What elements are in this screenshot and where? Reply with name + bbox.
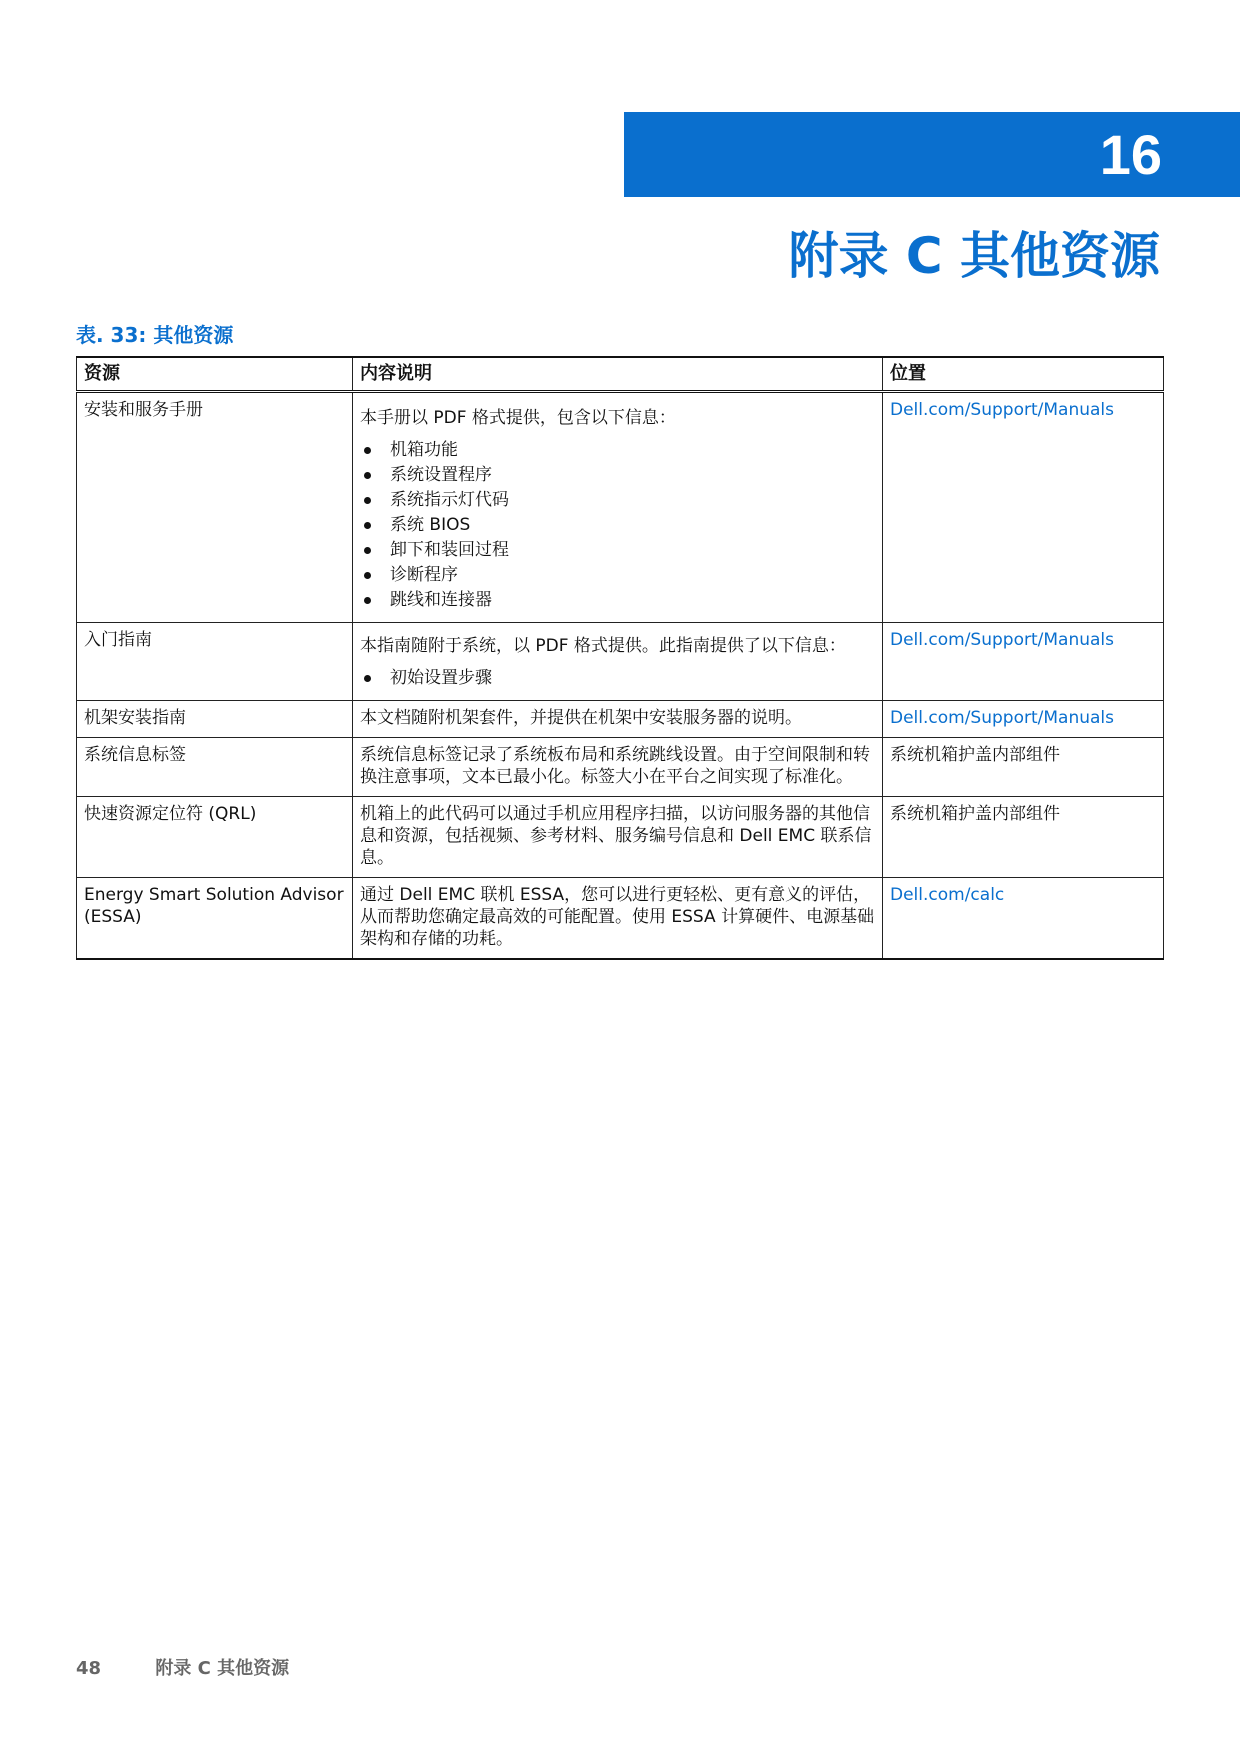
list-item: 诊断程序 (360, 564, 875, 586)
table-row (77, 701, 1164, 738)
list-item: 系统指示灯代码 (360, 489, 875, 511)
description-cell: 通过 Dell EMC 联机 ESSA，您可以进行更轻松、更有意义的评估，从而帮助您确定最高效的可能配置。使用 ESSA 计算硬件、电源基础架构和存储的功耗。 (353, 878, 883, 960)
location-cell: 系统机箱护盖内部组件 (883, 738, 1164, 797)
page-footer (76, 1654, 289, 1680)
header-location: 位置 (883, 357, 1164, 392)
table-row (77, 738, 1164, 797)
resources-table (76, 356, 1164, 960)
page-number: 48 (76, 1658, 102, 1679)
location-cell (883, 878, 1164, 960)
list-item: 跳线和连接器 (360, 589, 875, 611)
table-row (77, 392, 1164, 623)
list-item: 系统设置程序 (360, 464, 875, 486)
list-item: 系统 BIOS (360, 514, 875, 536)
location-cell (883, 623, 1164, 701)
list-item: 卸下和装回过程 (360, 539, 875, 561)
description-cell: 机箱上的此代码可以通过手机应用程序扫描，以访问服务器的其他信息和资源，包括视频、参考材料、服务编号信息和 Dell EMC 联系信息。 (353, 797, 883, 878)
location-cell (883, 392, 1164, 623)
list-item: 初始设置步骤 (360, 667, 875, 689)
resource-cell: Energy Smart Solution Advisor (ESSA) (77, 878, 353, 960)
table-row (77, 623, 1164, 701)
header-description: 内容说明 (353, 357, 883, 392)
header-resource: 资源 (77, 357, 353, 392)
bullet-list (360, 667, 875, 689)
chapter-number: 16 (1099, 123, 1162, 186)
description-text: 本指南随附于系统，以 PDF 格式提供。此指南提供了以下信息： (360, 636, 846, 656)
resource-cell: 安装和服务手册 (77, 392, 353, 623)
table-caption: 表. 33: 其他资源 (76, 323, 234, 347)
location-link[interactable]: Dell.com/Support/Manuals (890, 630, 1114, 650)
resource-cell: 快速资源定位符 (QRL) (77, 797, 353, 878)
resource-cell: 入门指南 (77, 623, 353, 701)
description-cell (353, 623, 883, 701)
description-cell (353, 392, 883, 623)
location-link[interactable]: Dell.com/calc (890, 885, 1005, 905)
location-link[interactable]: Dell.com/Support/Manuals (890, 400, 1114, 420)
bullet-list (360, 439, 875, 611)
description-cell: 本文档随附机架套件，并提供在机架中安装服务器的说明。 (353, 701, 883, 738)
list-item: 机箱功能 (360, 439, 875, 461)
resource-cell: 系统信息标签 (77, 738, 353, 797)
description-text: 本手册以 PDF 格式提供，包含以下信息： (360, 408, 676, 428)
footer-section-title: 附录 C 其他资源 (155, 1658, 290, 1679)
location-cell (883, 701, 1164, 738)
chapter-title: 附录 C 其他资源 (788, 227, 1160, 285)
chapter-banner (624, 112, 1240, 197)
description-cell: 系统信息标签记录了系统板布局和系统跳线设置。由于空间限制和转换注意事项，文本已最小化。标签大小在平台之间实现了标准化。 (353, 738, 883, 797)
table-row (77, 878, 1164, 960)
resource-cell: 机架安装指南 (77, 701, 353, 738)
table-row (77, 797, 1164, 878)
location-link[interactable]: Dell.com/Support/Manuals (890, 708, 1114, 728)
table-header-row (77, 357, 1164, 392)
location-cell: 系统机箱护盖内部组件 (883, 797, 1164, 878)
